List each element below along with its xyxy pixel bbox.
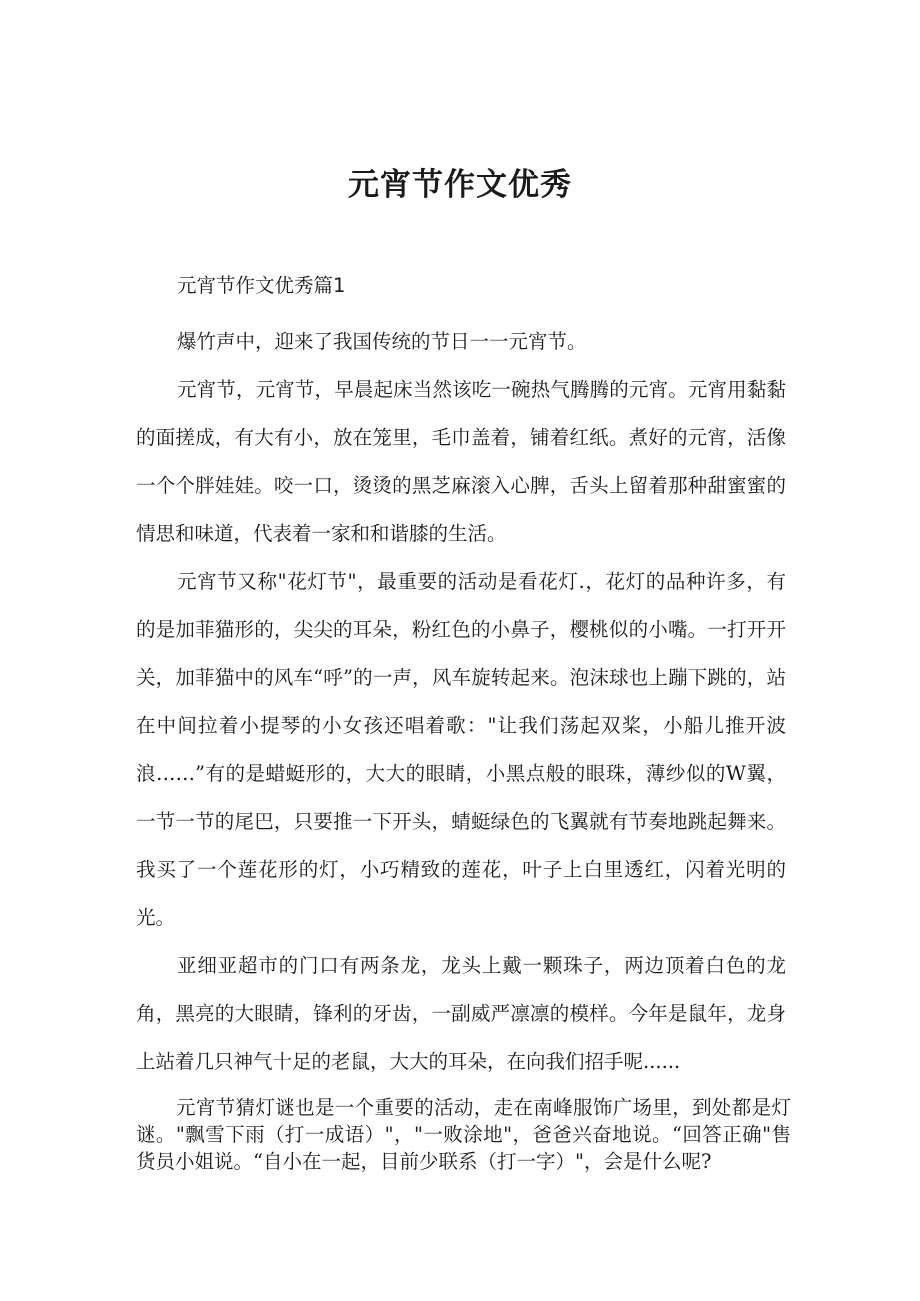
paragraph-2: 元宵节，元宵节，早晨起床当然该吃一碗热气腾腾的元宵。元宵用黏黏的面搓成，有大有小，放在笼里，毛巾盖着，铺着红纸。煮好的元宵，活像一个个胖娃娃。咬一口，烫烫的黑芝麻滚入心脾，舌头上留着那种甜蜜蜜的情思和味道，代表着一家和和谐膝的生活。 — [136, 378, 786, 545]
paragraph-1: 爆竹声中，迎来了我国传统的节日一一元宵节。 — [177, 330, 587, 353]
paragraph-4: 亚细亚超市的门口有两条龙，龙头上戴一颗珠子，两边顶着白色的龙角，黑亮的大眼睛，锋利的牙齿，一副威严凛凛的模样。今年是鼠年，龙身上站着几只神气十足的老鼠，大大的耳朵，在向我们招手呢...... — [136, 954, 786, 1073]
document-title: 元宵节作文优秀 — [348, 166, 572, 203]
essay-subheading: 元宵节作文优秀篇1 — [177, 274, 346, 297]
paragraph-3: 元宵节又称"花灯节"，最重要的活动是看花灯.，花灯的品种许多，有的是加菲猫形的，尖尖的耳朵，粉红色的小鼻子，樱桃似的小嘴。一打开开关，加菲猫中的风车“呼”的一声，风车旋转起来。泡沫球也上蹦下跳的，站在中间拉着小提琴的小女孩还唱着歌："让我们荡起双桨，小船儿推开波浪……”有的是蜡蜓形的，大大的眼睛，小黑点般的眼珠，薄纱似的W翼，一节一节的尾巴，只要推一下开头，蜻蜓绿色的飞翼就有节奏地跳起舞来。我买了一个莲花形的灯，小巧精致的莲花，叶子上白里透红，闪着光明的光。 — [136, 570, 786, 929]
paragraph-5: 元宵节猜灯谜也是一个重要的活动，走在南峰服饰广场里，到处都是灯谜。"飘雪下雨（打一成语）"，"一败涂地"，爸爸兴奋地说。“回答正确"售货员小姐说。“自小在一起，目前少联系（打一字）"，会是什么呢? — [136, 1096, 791, 1173]
